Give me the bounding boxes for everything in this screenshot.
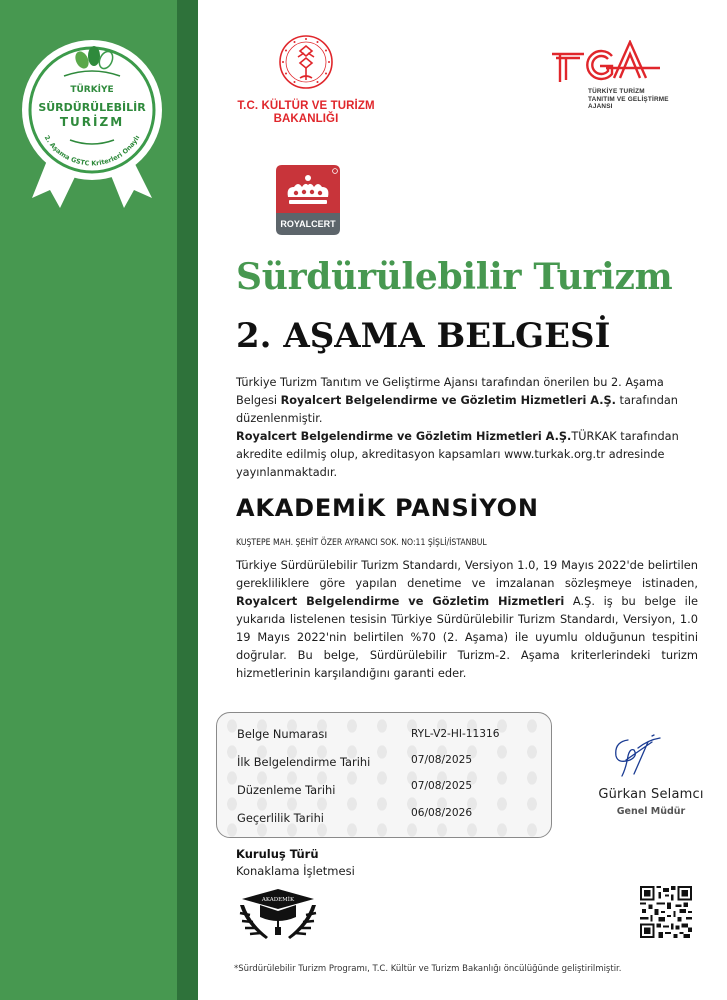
- tga-logo: [550, 40, 695, 111]
- detail-label-document-number: Belge Numarası: [237, 727, 328, 741]
- certificate-title: Sürdürülebilir Turizm: [236, 256, 673, 298]
- royalcert-crown-icon: [272, 163, 344, 235]
- qr-code[interactable]: [640, 886, 692, 938]
- svg-text:TÜRKİYE: TÜRKİYE: [70, 85, 114, 95]
- detail-label-validity-date: Geçerlilik Tarihi: [237, 811, 324, 825]
- ministry-name-line2: BAKANLIĞI: [273, 113, 339, 125]
- certification-statement: Türkiye Sürdürülebilir Turizm Standardı, Versiyon 1.0, 19 Mayıs 2022'de belirtilen gerekliliklere göre yapılan denetime ve imzalanan sözleşmeye istinaden, Royalcert Belgelendirme ve Gözletim Hizmetleri A.Ş. iş bu belge ile yukarıda listelenen tesisin Türkiye Sürdürülebilir Turizm Standardı, Versiyon, 1.0 19 Mayıs 2022'nin belirtilen %70 (2. Aşama) ile uyumlu olduğunun tespitini doğrular. Bu belge, Sürdürülebilir Turizm-2. Aşama kriterlerindeki turizm hizmetlerinin karşılandığını garanti eder.: [236, 558, 699, 680]
- tga-subtitle: TÜRKİYE TURİZM TANITIM VE GELİŞTİRME AJANSI: [588, 88, 669, 110]
- royalcert-logo: [272, 163, 344, 235]
- signer-name: Gürkan Selamcı: [598, 787, 704, 802]
- svg-text:ROYALCERT: ROYALCERT: [280, 219, 336, 229]
- ministry-name-line1: T.C. KÜLTÜR VE TURİZM: [237, 100, 375, 112]
- detail-label-issue-date: Düzenleme Tarihi: [237, 783, 336, 797]
- detail-value-issue-date: 07/08/2025: [411, 780, 473, 792]
- svg-text:AKADEMİK: AKADEMİK: [261, 897, 295, 903]
- certificate-subtitle: 2. AŞAMA BELGESİ: [236, 316, 611, 356]
- footnote: *Sürdürülebilir Turizm Programı, T.C. Kültür ve Turizm Bakanlığı öncülüğünde geliştirilmiştir.: [234, 964, 622, 974]
- facility-name: AKADEMİK PANSİYON: [236, 494, 539, 522]
- ministry-emblem-icon: [278, 34, 334, 90]
- establishment-type-label: Kuruluş Türü: [236, 847, 319, 861]
- tga-mark-icon: [550, 40, 662, 82]
- rosette-icon: [12, 18, 182, 218]
- intro-paragraph: Türkiye Turizm Tanıtım ve Geliştirme Ajansı tarafından önerilen bu 2. Aşama Belgesi Royalcert Belgelendirme ve Gözletim Hizmetleri A.Ş. tarafından düzenlenmiştir. Royalcert Belgelendirme ve Gözletim Hizmetleri A.Ş.TÜRKAK tarafından akredite edilmiş olup, akreditasyon kapsamları www.turkak.org.tr adresinde yayınlanmaktadır.: [236, 376, 679, 479]
- detail-value-validity-date: 06/08/2026: [411, 807, 473, 819]
- establishment-type-value: Konaklama İşletmesi: [236, 864, 355, 878]
- svg-text:2. Aşama GSTC Kriterleri Onayl: 2. Aşama GSTC Kriterleri Onaylı: [42, 133, 142, 168]
- svg-text:SÜRDÜRÜLEBİLİR: SÜRDÜRÜLEBİLİR: [38, 101, 146, 114]
- signature-icon: [608, 734, 668, 780]
- detail-value-document-number: RYL-V2-HI-11316: [411, 728, 500, 740]
- signer-title: Genel Müdür: [616, 806, 686, 817]
- certificate-details-box: [216, 712, 552, 838]
- facility-address: KUŞTEPE MAH. ŞEHİT ÖZER AYRANCI SOK. NO:11 ŞİŞLİ/İSTANBUL: [236, 538, 487, 548]
- sustainable-tourism-badge: [12, 18, 182, 218]
- graduation-cap-logo-icon: [236, 885, 320, 947]
- ministry-logo: [236, 34, 376, 126]
- detail-label-first-certification-date: İlk Belgelendirme Tarihi: [237, 755, 371, 769]
- svg-text:TURİZM: TURİZM: [59, 115, 125, 129]
- detail-value-first-certification-date: 07/08/2025: [411, 754, 473, 766]
